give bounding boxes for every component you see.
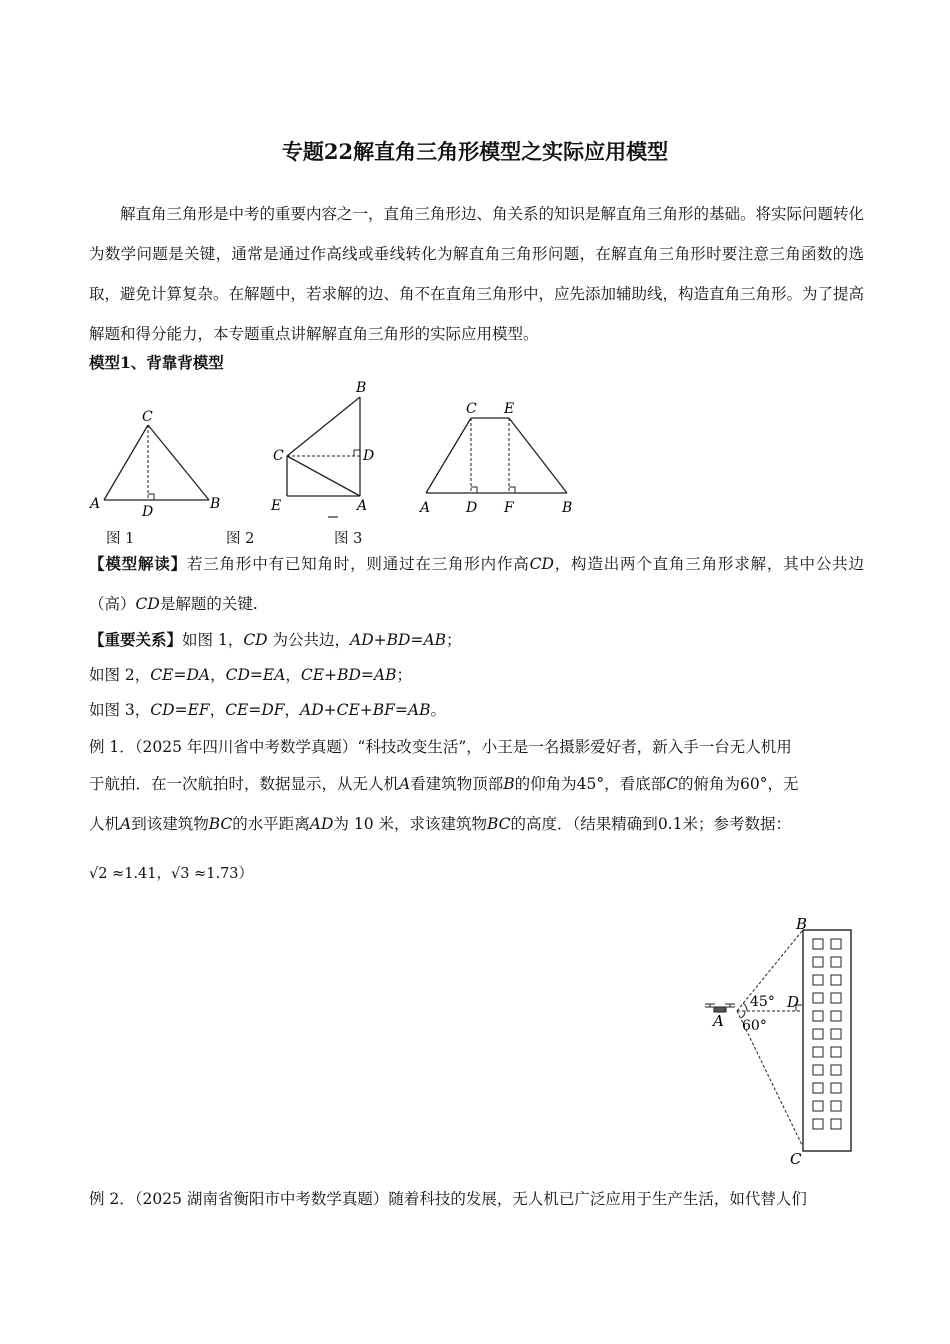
fig3-label-A: A: [420, 500, 431, 516]
figure-1-caption: 图 1: [106, 531, 135, 547]
angle-arc-45: [743, 1003, 747, 1011]
fig3-side-AC: [426, 418, 471, 493]
relation-line-3: 如图 3，CD=EF，CE=DF，AD+CE+BF=AB。: [89, 701, 447, 719]
intro-paragraph: 解直角三角形是中考的重要内容之一，直角三角形边、角关系的知识是解直角三角形的基础。将实际问题转化为数学问题是关键，通常是通过作高线或垂线转化为解直角三角形问题，在解直角三角形时要注意三角函数的选取，避免计算复杂。在解题中，若求解的边、角不在直角三角形中，应先添加辅助线，构造直角三角形。为了提高解题和得分能力，本专题重点讲解解直角三角形的实际应用模型。: [89, 205, 865, 343]
example1-label: 例 1．: [89, 738, 135, 756]
fig2-CA: [287, 456, 360, 496]
figure-1: [89, 400, 239, 520]
fig3-label-D: D: [466, 500, 478, 516]
drone-fig-label-A: A: [713, 1012, 724, 1030]
fig3-right-angle-mark-F: [509, 487, 515, 493]
relation-line-2: 如图 2，CE=DA，CD=EA，CE+BD=AB；: [89, 666, 412, 684]
page-title: 专题22解直角三角形模型之实际应用模型: [281, 139, 669, 164]
fig1-label-C: C: [142, 409, 153, 425]
fig3-side-EB: [509, 418, 567, 493]
drone-icon: [705, 1004, 735, 1012]
fig3-label-E: E: [504, 401, 515, 417]
example1-line-2: 于航拍．在一次航拍时，数据显示，从无人机A看建筑物顶部B的仰角为45°，看底部C的俯角为60°，无: [89, 775, 799, 793]
angle-arc-60: [741, 1011, 745, 1018]
model-interpretation: 【模型解读】若三角形中有已知角时，则通过在三角形内作高CD，构造出两个直角三角形求解，其中公共边（高）CD是解题的关键.: [89, 554, 864, 613]
fig3-label-C: C: [466, 401, 477, 417]
example2-line-1: 例 2．（2025 湖南省衡阳市中考数学真题）随着科技的发展，无人机已广泛应用于生产生活，如代替人们: [89, 1190, 807, 1208]
fig2-label-A: A: [357, 498, 368, 514]
fig1-label-D: D: [142, 504, 154, 520]
fig2-label-E: E: [271, 498, 282, 514]
fig3-label-B: B: [562, 500, 573, 516]
drone-building-figure: [695, 915, 860, 1170]
example2-source: （2025 湖南省衡阳市中考数学真题）: [134, 1190, 389, 1208]
figure-2: [268, 376, 388, 521]
example1-reference-data: √2 ≈1.41，√3 ≈1.73）: [89, 866, 254, 882]
example2-label: 例 2．: [89, 1190, 135, 1208]
building: [803, 930, 851, 1151]
example1-line-3: 人机A到该建筑物BC的水平距离AD为 10 米，求该建筑物BC的高度．（结果精确到0.1米；参考数据：: [89, 815, 791, 833]
fig1-label-B: B: [210, 496, 221, 512]
fig2-label-B: B: [356, 380, 367, 396]
model1-heading: 模型1、背靠背模型: [89, 353, 224, 372]
drone-fig-label-D: D: [787, 993, 800, 1011]
fig2-right-angle-mark: [354, 450, 360, 456]
fig2-label-C: C: [273, 448, 284, 464]
fig1-label-A: A: [90, 496, 101, 512]
fig2-label-D: D: [363, 448, 375, 464]
relation-tag: 【重要关系】: [89, 630, 183, 649]
fig3-right-angle-mark-D: [471, 487, 477, 493]
example1-line-1: 例 1．（2025 年四川省中考数学真题）“科技改变生活”，小王是一名摄影爱好者，新入手一台无人机用: [89, 738, 792, 756]
figure-3-caption: 图 3: [334, 531, 363, 547]
figure-3: [414, 396, 584, 521]
fig2-CB: [287, 397, 360, 456]
fig3-label-F: F: [504, 500, 514, 516]
drone-fig-label-B: B: [796, 915, 808, 933]
example1-source: （2025 年四川省中考数学真题）: [134, 738, 358, 756]
drone-fig-angle-60: 60°: [742, 1018, 767, 1034]
interpretation-tag: 【模型解读】: [89, 554, 187, 573]
drone-fig-label-C: C: [790, 1150, 802, 1168]
figure-2-caption: 图 2: [226, 531, 255, 547]
relation-line-1: 【重要关系】如图 1，CD 为公共边，AD+BD=AB；: [89, 630, 462, 649]
drone-fig-angle-45: 45°: [750, 994, 775, 1010]
